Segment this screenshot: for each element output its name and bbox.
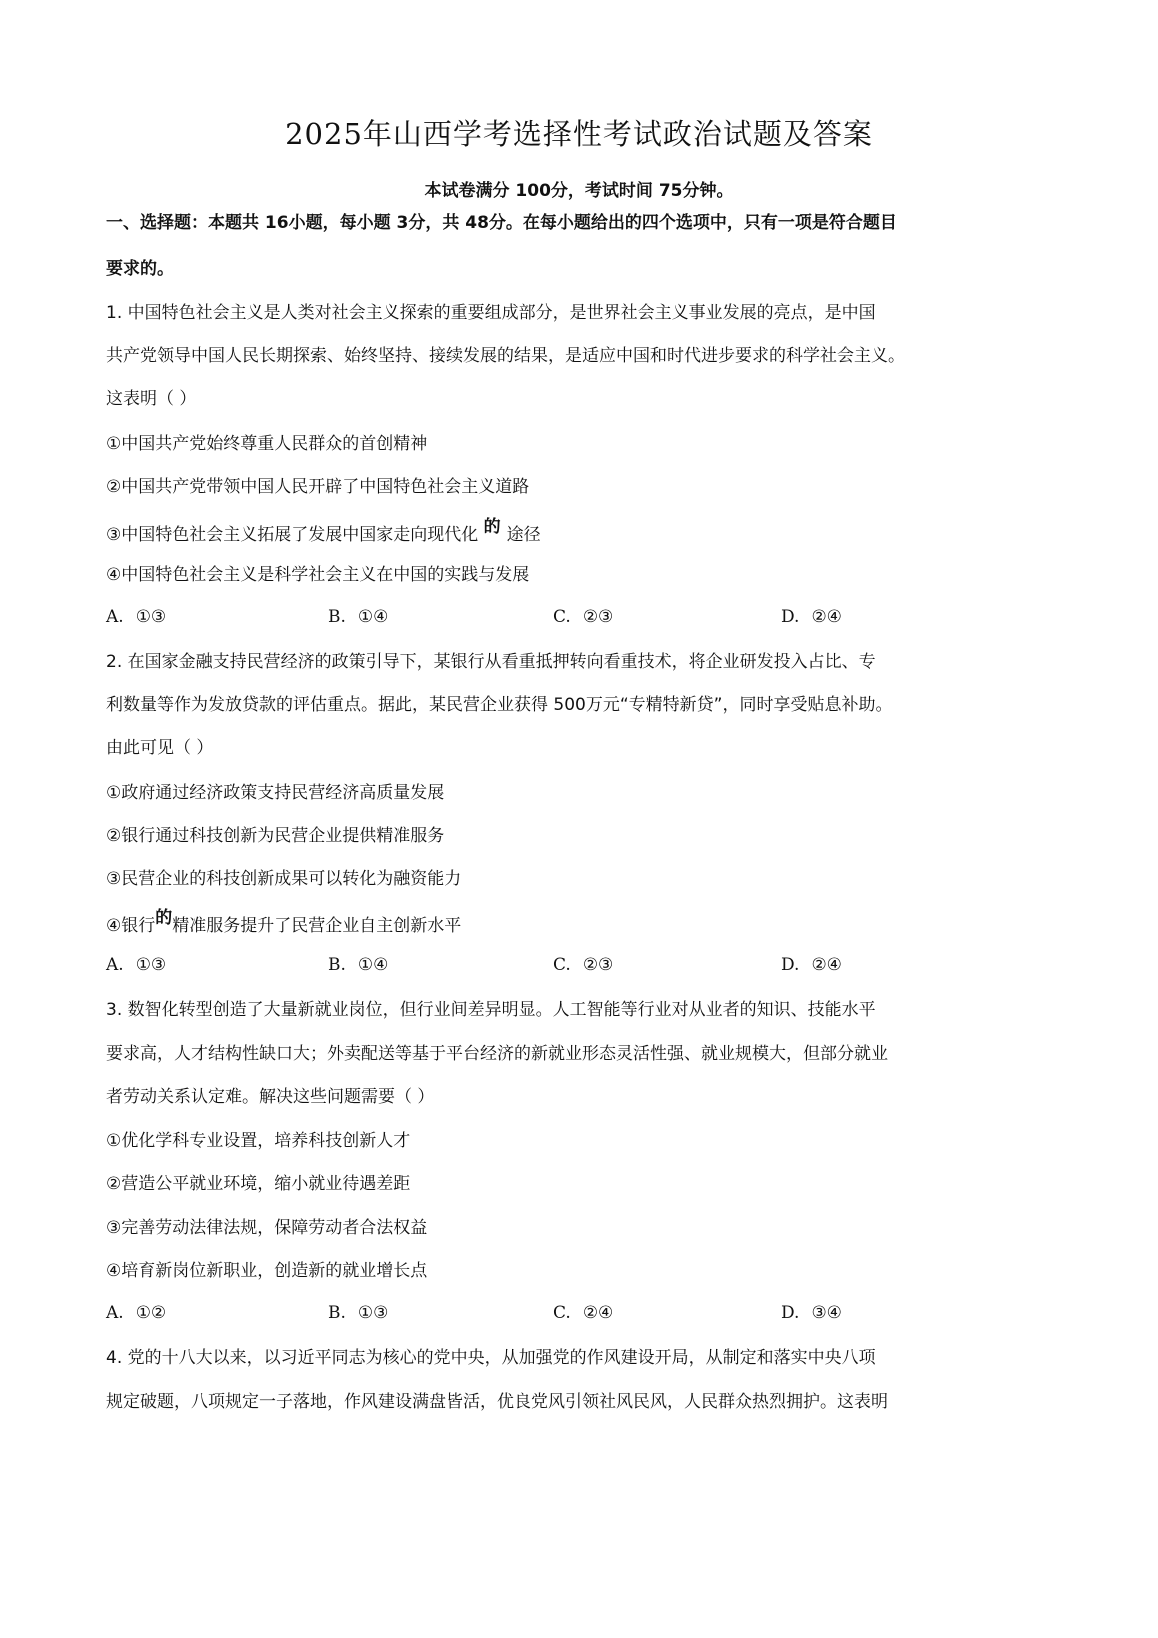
- q1-statement-3-tail: 途径: [506, 525, 541, 545]
- q4-stem-line1: 4. 党的十八大以来，以习近平同志为核心的党中央，从加强党的作风建设开局，从制定和落实中央八项: [106, 1348, 876, 1368]
- q3-option-a-value: ①②: [135, 1303, 167, 1323]
- q1-option-b-label: B.: [328, 607, 346, 627]
- q2-option-a-label: A.: [106, 955, 124, 975]
- q1-option-c-value: ②③: [582, 607, 614, 627]
- q1-option-d-value: ②④: [811, 607, 842, 627]
- q1-statement-3-text: ③中国特色社会主义拓展了发展中国家走向现代化: [106, 525, 479, 545]
- section-heading-line1: 一、选择题：本题共 16小题，每小题 3分，共 48分。在每小题给出的四个选项中，只有一项是符合题目: [106, 213, 897, 233]
- q2-statement-4-text: ④银行: [106, 916, 156, 936]
- q3-option-b: [328, 1303, 388, 1323]
- q2-statement-3: ③民营企业的科技创新成果可以转化为融资能力: [106, 869, 462, 889]
- q2-statement-1: ①政府通过经济政策支持民营经济高质量发展: [106, 783, 445, 803]
- q3-stem-line1: 3. 数智化转型创造了大量新就业岗位，但行业间差异明显。人工智能等行业对从业者的知识、技能水平: [106, 1000, 876, 1020]
- q3-option-c: [553, 1303, 613, 1323]
- q3-option-a-label: A.: [106, 1303, 124, 1323]
- q1-statement-3: [106, 517, 541, 545]
- q3-statement-1: ①优化学科专业设置，培养科技创新人才: [106, 1131, 411, 1151]
- q3-option-c-label: C.: [553, 1303, 571, 1323]
- q2-option-c: [553, 955, 613, 975]
- q2-stem-line1: 2. 在国家金融支持民营经济的政策引导下，某银行从看重抵押转向看重技术，将企业研发投入占比、专: [106, 652, 876, 672]
- q3-option-d: [781, 1303, 842, 1323]
- q2-statement-2: ②银行通过科技创新为民营企业提供精准服务: [106, 826, 445, 846]
- q1-option-c: [553, 607, 613, 627]
- q3-option-c-value: ②④: [582, 1303, 614, 1323]
- q3-stem-line3: 者劳动关系认定难。解决这些问题需要（ ）: [106, 1087, 435, 1107]
- q1-option-a-value: ①③: [135, 607, 167, 627]
- q2-option-b-value: ①④: [357, 955, 389, 975]
- q1-option-c-label: C.: [553, 607, 571, 627]
- q2-statement-4-raised-char: 的: [155, 908, 173, 928]
- q2-option-c-value: ②③: [582, 955, 614, 975]
- q2-option-c-label: C.: [553, 955, 571, 975]
- section-heading-line2: 要求的。: [106, 259, 174, 279]
- q3-statement-2: ②营造公平就业环境，缩小就业待遇差距: [106, 1174, 411, 1194]
- q2-stem-line2: 利数量等作为发放贷款的评估重点。据此，某民营企业获得 500万元“专精特新贷”，同时享受贴息补助。: [106, 695, 893, 715]
- q2-statement-4: [106, 908, 462, 936]
- q1-option-a-label: A.: [106, 607, 124, 627]
- q2-option-d: [781, 955, 842, 975]
- exam-subtitle: 本试卷满分 100分，考试时间 75分钟。: [424, 181, 734, 201]
- q2-stem-line3: 由此可见（ ）: [106, 738, 214, 758]
- q1-statement-2: ②中国共产党带领中国人民开辟了中国特色社会主义道路: [106, 477, 530, 497]
- q2-option-b: [328, 955, 388, 975]
- q1-statement-3-raised-char: 的: [483, 517, 501, 537]
- q2-option-a: [106, 955, 166, 975]
- q2-option-a-value: ①③: [135, 955, 167, 975]
- q2-option-b-label: B.: [328, 955, 346, 975]
- q3-statement-4: ④培育新岗位新职业，创造新的就业增长点: [106, 1261, 428, 1281]
- section-heading: [106, 200, 1056, 292]
- q1-option-b-value: ①④: [357, 607, 389, 627]
- page-title: 2025年山西学考选择性考试政治试题及答案: [285, 117, 873, 151]
- q3-option-b-value: ①③: [357, 1303, 389, 1323]
- q1-option-d: [781, 607, 842, 627]
- q3-option-a: [106, 1303, 166, 1323]
- q1-option-a: [106, 607, 166, 627]
- q3-option-d-value: ③④: [811, 1303, 842, 1323]
- q2-option-d-value: ②④: [811, 955, 842, 975]
- q3-option-b-label: B.: [328, 1303, 346, 1323]
- q1-stem-line2: 共产党领导中国人民长期探索、始终坚持、接续发展的结果，是适应中国和时代进步要求的科学社会主义。: [106, 346, 905, 366]
- q1-statement-1: ①中国共产党始终尊重人民群众的首创精神: [106, 434, 428, 454]
- q3-stem-line2: 要求高，人才结构性缺口大；外卖配送等基于平台经济的新就业形态灵活性强、就业规模大，但部分就业: [106, 1044, 888, 1064]
- q2-statement-4-tail: 精准服务提升了民营企业自主创新水平: [172, 916, 462, 936]
- q1-option-b: [328, 607, 388, 627]
- q1-stem-line3: 这表明（ ）: [106, 389, 197, 409]
- q1-option-d-label: D.: [781, 607, 800, 627]
- q3-statement-3: ③完善劳动法律法规，保障劳动者合法权益: [106, 1218, 428, 1238]
- q4-stem-line2: 规定破题，八项规定一子落地，作风建设满盘皆活，优良党风引领社风民风，人民群众热烈拥护。这表明: [106, 1392, 888, 1412]
- q2-option-d-label: D.: [781, 955, 800, 975]
- q1-statement-4: ④中国特色社会主义是科学社会主义在中国的实践与发展: [106, 565, 530, 585]
- q1-stem-line1: 1. 中国特色社会主义是人类对社会主义探索的重要组成部分，是世界社会主义事业发展的亮点，是中国: [106, 303, 876, 323]
- q3-option-d-label: D.: [781, 1303, 800, 1323]
